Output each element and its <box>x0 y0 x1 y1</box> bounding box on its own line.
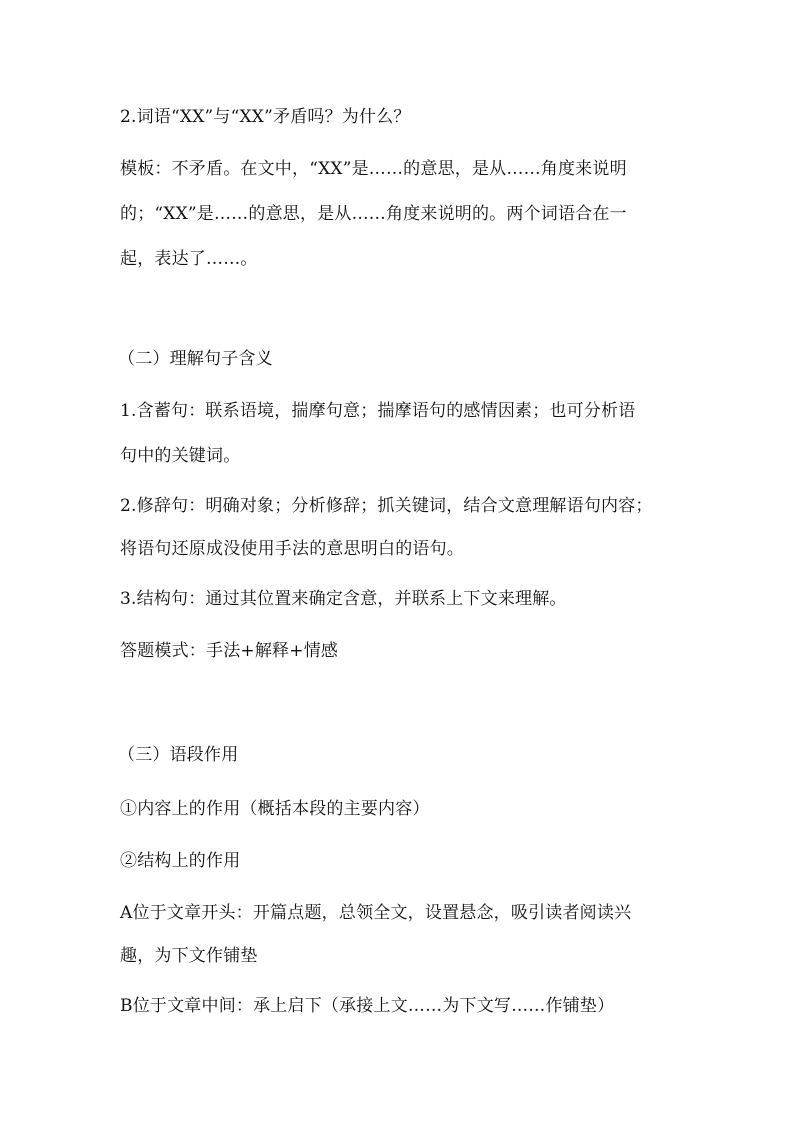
section-2-heading: （二）理解句子含义 <box>118 349 273 369</box>
a-line-2: 趣，为下文作铺垫 <box>120 946 258 966</box>
template-line-1: 模板：不矛盾。在文中，“XX”是……的意思，是从……角度来说明 <box>120 159 627 179</box>
a-line-1: A位于文章开头：开篇点题，总领全文，设置悬念，吸引读者阅读兴 <box>120 903 632 923</box>
question-2: 2.词语“XX”与“XX”矛盾吗？为什么？ <box>120 107 411 127</box>
item-1-line-2: 句中的关键词。 <box>120 446 241 466</box>
answer-mode: 答题模式：手法+解释+情感 <box>120 641 339 661</box>
role-content: ①内容上的作用（概括本段的主要内容） <box>120 799 430 819</box>
template-line-3: 起，表达了……。 <box>120 249 258 269</box>
item-2-line-2: 将语句还原成没使用手法的意思明白的语句。 <box>120 539 464 559</box>
template-line-2: 的；“XX”是……的意思，是从……角度来说明的。两个词语合在一 <box>120 204 627 224</box>
item-2-line-1: 2.修辞句：明确对象；分析修辞；抓关键词，结合文意理解语句内容； <box>120 496 653 516</box>
section-3-heading: （三）语段作用 <box>118 745 239 765</box>
item-3: 3.结构句：通过其位置来确定含意，并联系上下文来理解。 <box>120 589 567 609</box>
role-structure: ②结构上的作用 <box>120 851 241 871</box>
item-1-line-1: 1.含蓄句：联系语境，揣摩句意；揣摩语句的感情因素；也可分析语 <box>120 401 636 421</box>
b-line-1: B位于文章中间：承上启下（承接上文……为下文写……作铺垫） <box>120 996 615 1016</box>
